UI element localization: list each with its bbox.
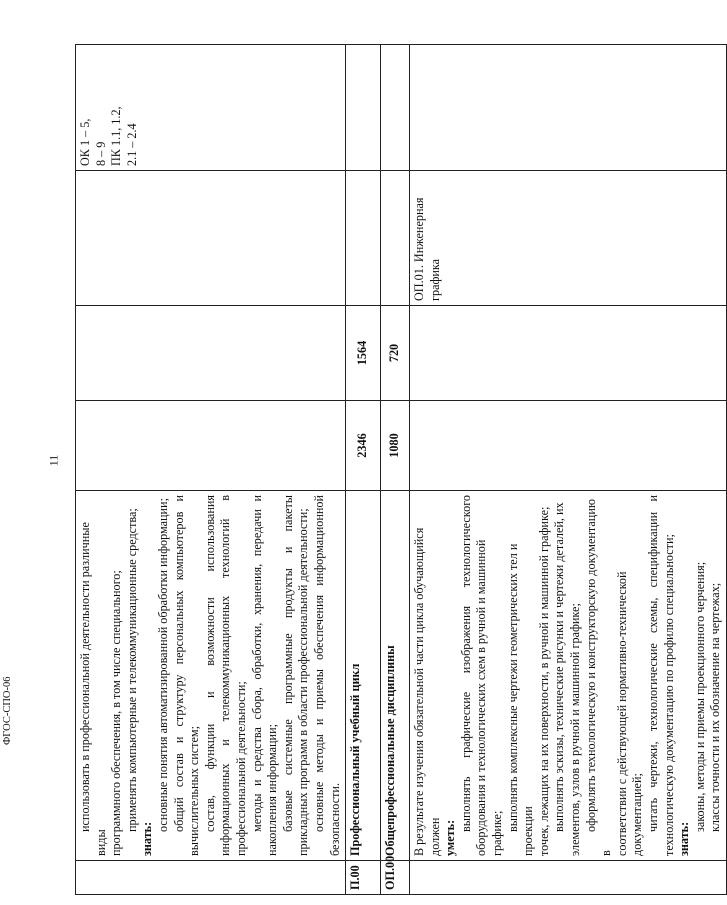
- table-row: [346, 45, 381, 895]
- curriculum-table: [75, 44, 727, 895]
- text-line: накопления информации;: [265, 724, 280, 856]
- discipline-cell: [381, 171, 410, 306]
- text-line: безопасности.: [327, 782, 342, 856]
- text-line: базовые системные программные продукты и пакеты: [280, 495, 295, 832]
- competence-cell: [381, 45, 410, 171]
- total-hours-value: 1080: [381, 401, 410, 491]
- description-cell: [410, 491, 727, 861]
- text-line: технологическую документацию по профилю специальности;: [661, 534, 676, 856]
- text-line: использовать в профессиональной деятельности различные виды: [78, 522, 108, 856]
- total-hours-cell: [76, 401, 346, 491]
- text-line: основные понятия автоматизированной обработки информации;: [155, 498, 170, 832]
- description-cell: [76, 491, 346, 861]
- cycle-title: Профессиональный учебный цикл: [346, 491, 381, 861]
- competence-line: 2.1 – 2.4: [124, 123, 139, 166]
- code-cell: [76, 861, 346, 895]
- required-hours-cell: [76, 306, 346, 401]
- total-hours-cell: [410, 401, 727, 491]
- text-line: состав, функции и возможности использования: [202, 495, 217, 832]
- competence-line: ПК 1.1, 1.2,: [109, 106, 124, 166]
- section-heading: знать:: [677, 821, 692, 856]
- text-line: информационных и телекоммуникационных технологий в: [218, 495, 233, 856]
- text-line: основные методы и приемы обеспечения информационной: [311, 495, 326, 832]
- text-line: выполнять комплексные чертежи геометрических тел и проекции: [505, 543, 536, 856]
- text-line: программного обеспечения, в том числе специального;: [109, 570, 124, 856]
- text-line: методы и средства сбора, обработки, хранения, передачи и: [249, 495, 264, 832]
- text-line: читать чертежи, технологические схемы, спецификации и: [646, 495, 660, 832]
- text-line: применять компьютерные и телекоммуникационные средства;: [124, 508, 139, 832]
- text-line: оборудования и технологических схем в ручной и машинной графике;: [474, 539, 505, 856]
- competence-cell: [346, 45, 381, 171]
- total-hours-value: 2346: [346, 401, 381, 491]
- competence-cell: [410, 45, 727, 171]
- text-line: элементов, узлов в ручной и машинной графике;: [568, 603, 583, 856]
- text-line: законы, методы и приемы проекционного черчения;: [692, 561, 707, 832]
- table-row: [410, 45, 727, 895]
- discipline-name: ОП.01. Инженерная графика: [410, 171, 727, 306]
- section-heading: уметь:: [443, 819, 458, 856]
- competence-cell: [76, 45, 346, 171]
- text-line: классы точности и их обозначение на чертежах;: [708, 582, 723, 832]
- text-line: соответствии с действующей нормативно-технической документацией;: [614, 571, 645, 856]
- text-line: оформлять технологическую и конструкторскую документацию в: [583, 499, 614, 856]
- table-row: [76, 45, 346, 895]
- text-line: профессиональной деятельности;: [233, 681, 248, 856]
- required-hours-cell: [410, 306, 727, 401]
- discipline-cell: [346, 171, 381, 306]
- text-line: В результате изучения обязательной части цикла обучающийся должен: [412, 527, 442, 856]
- section-heading: знать:: [140, 821, 155, 856]
- document-footer: ФГОС-СПО-06: [2, 676, 13, 745]
- competence-line: 8 – 9: [93, 141, 108, 166]
- competence-line: ОК 1 – 5,: [78, 118, 92, 166]
- required-hours-value: 720: [381, 306, 410, 401]
- text-line: выполнять эскизы, технические рисунки и чертежи деталей, их: [552, 502, 567, 832]
- table-row: [381, 45, 410, 895]
- text-line: вычислительных систем;: [187, 725, 202, 856]
- code-cell: П.00: [346, 861, 381, 895]
- page-number: 11: [46, 454, 61, 467]
- text-line: прикладных программ в области профессиональной деятельности;: [296, 508, 311, 856]
- discipline-cell: [76, 171, 346, 306]
- cycle-title: Общепрофессиональные дисциплины: [381, 491, 410, 861]
- text-line: выполнять графические изображения технологического: [458, 495, 473, 832]
- required-hours-value: 1564: [346, 306, 381, 401]
- code-cell: [410, 861, 727, 895]
- text-line: общий состав и структуру персональных компьютеров и: [171, 495, 186, 832]
- curriculum-table-sheet: [75, 45, 723, 895]
- code-cell: ОП.00: [381, 861, 410, 895]
- text-line: точек, лежащих на их поверхности, в ручной и машинной графике;: [536, 506, 551, 856]
